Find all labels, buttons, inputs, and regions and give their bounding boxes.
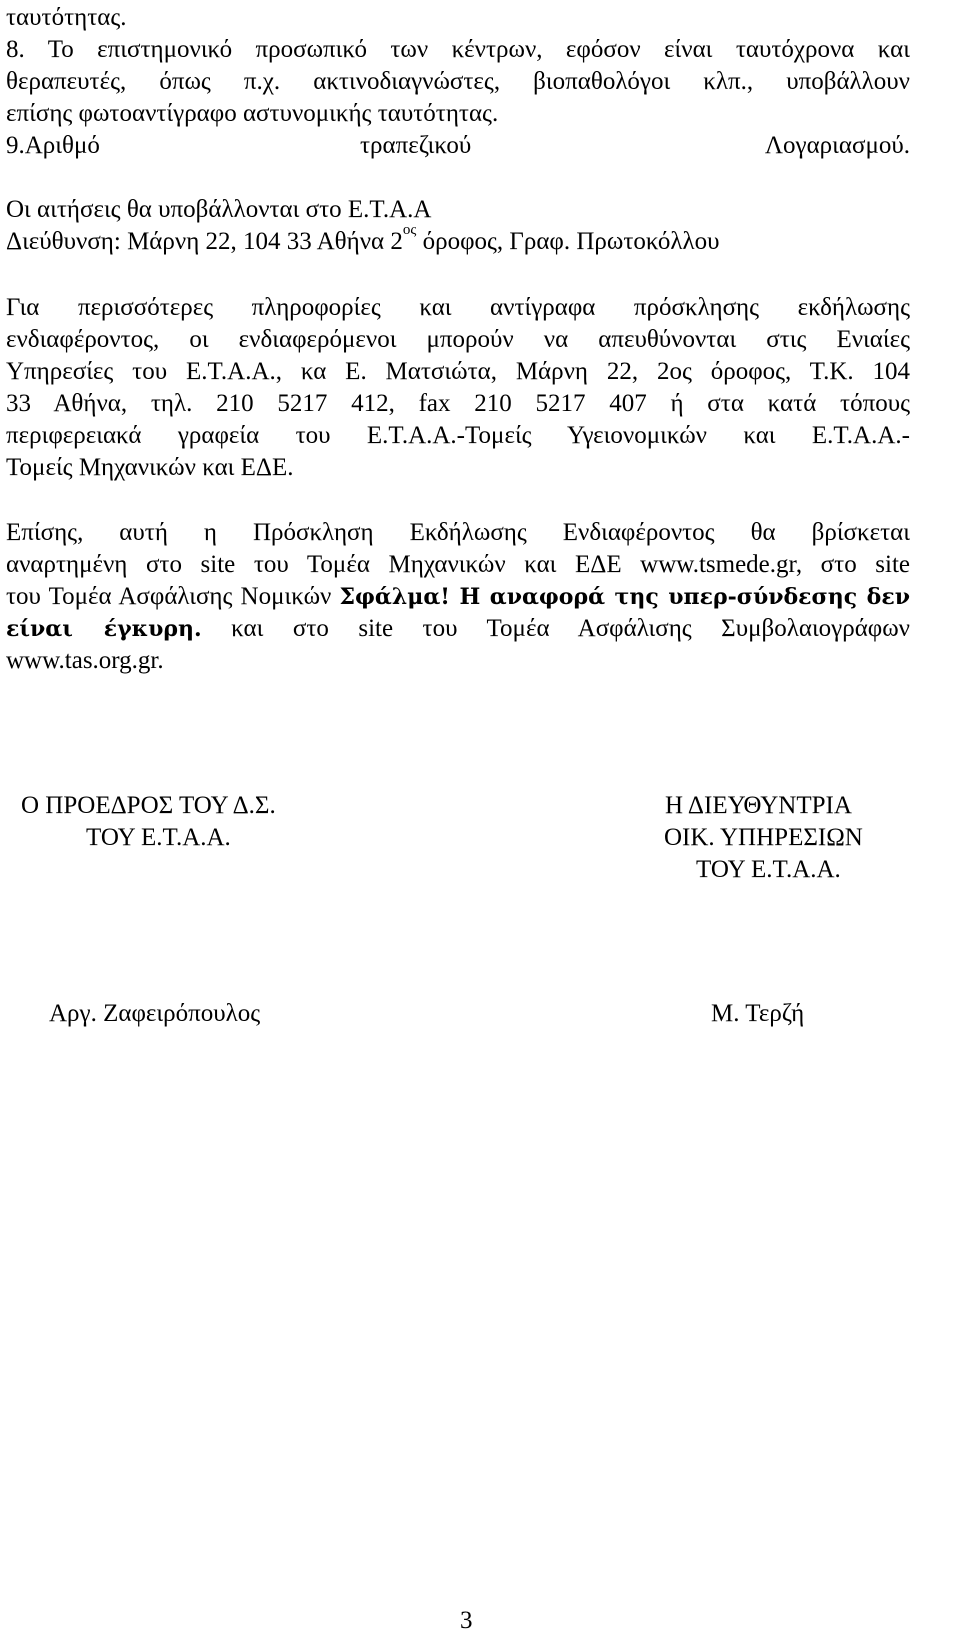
ordinal-superscript: ος xyxy=(402,222,417,238)
info-paragraph-line: 33 Αθήνα, τηλ. 210 5217 412, fax 210 5217 407 ή στα κατά τόπους xyxy=(6,390,910,417)
publication-paragraph-line xyxy=(6,613,910,645)
left-signatory-title: Ο ΠΡΟΕΔΡΟΣ ΤΟΥ Δ.Σ. xyxy=(21,792,276,819)
item-9-label: 9.Αριθμό xyxy=(6,132,100,159)
text-line: ταυτότητας. xyxy=(6,4,127,31)
info-paragraph-line: Τομείς Μηχανικών και ΕΔΕ. xyxy=(6,454,294,481)
info-paragraph-line: περιφερειακά γραφεία του Ε.Τ.Α.Α.-Τομείς Υγειονομικών και Ε.Τ.Α.Α.- xyxy=(6,422,910,449)
paragraph-text: του Τομέα Ασφάλισης Νομικών xyxy=(6,583,340,610)
item-8-line: 8. Το επιστημονικό προσωπικό των κέντρων, εφόσον είναι ταυτόχρονα και xyxy=(6,36,910,63)
right-signatory-title: ΤΟΥ Ε.Τ.Α.Α. xyxy=(696,856,841,883)
address-text: όροφος, Γραφ. Πρωτοκόλλου xyxy=(416,228,720,255)
item-9-word: Λογαριασμού. xyxy=(764,132,910,159)
left-signatory-name: Αργ. Ζαφειρόπουλος xyxy=(49,1000,261,1027)
info-paragraph-line: Για περισσότερες πληροφορίες και αντίγραφα πρόσκλησης εκδήλωσης xyxy=(6,294,910,321)
publication-paragraph-line: Επίσης, αυτή η Πρόσκληση Εκδήλωσης Ενδιαφέροντος θα βρίσκεται xyxy=(6,519,910,546)
item-8-line: επίσης φωτοαντίγραφο αστυνομικής ταυτότητας. xyxy=(6,100,499,127)
left-signatory-title: ΤΟΥ Ε.Τ.Α.Α. xyxy=(86,824,231,851)
right-signatory-title: Η ΔΙΕΥΘΥΝΤΡΙΑ xyxy=(665,792,852,819)
submission-line: Οι αιτήσεις θα υποβάλλονται στο Ε.Τ.Α.Α xyxy=(6,196,432,223)
publication-paragraph-line: αναρτημένη στο site του Τομέα Μηχανικών και ΕΔΕ www.tsmede.gr, στο site xyxy=(6,551,910,578)
right-signatory-title: ΟΙΚ. ΥΠΗΡΕΣΙΩΝ xyxy=(664,824,863,851)
item-9-word: τραπεζικού xyxy=(360,132,472,159)
info-paragraph-line: ενδιαφέροντος, οι ενδιαφερόμενοι μπορούν να απευθύνονται στις Ενιαίες xyxy=(6,326,910,353)
hyperlink-error-text: είναι έγκυρη. xyxy=(6,616,202,642)
publication-paragraph-line: www.tas.org.gr. xyxy=(6,647,164,674)
paragraph-text: και στο site του Τομέα Ασφάλισης Συμβολαιογράφων xyxy=(201,615,910,642)
right-signatory-name: Μ. Τερζή xyxy=(711,1000,805,1027)
item-8-line: θεραπευτές, όπως π.χ. ακτινοδιαγνώστες, βιοπαθολόγοι κλπ., υποβάλλουν xyxy=(6,68,910,95)
address-line xyxy=(6,222,720,258)
hyperlink-error-text: Σφάλμα! Η αναφορά της υπερ-σύνδεσης δεν xyxy=(339,584,910,610)
page-number: 3 xyxy=(460,1607,473,1634)
info-paragraph-line: Υπηρεσίες του Ε.Τ.Α.Α., κα Ε. Ματσιώτα, Μάρνη 22, 2ος όροφος, Τ.Κ. 104 xyxy=(6,358,910,385)
publication-paragraph-line xyxy=(6,581,910,613)
address-text: Διεύθυνση: Μάρνη 22, 104 33 Αθήνα 2 xyxy=(6,228,403,255)
